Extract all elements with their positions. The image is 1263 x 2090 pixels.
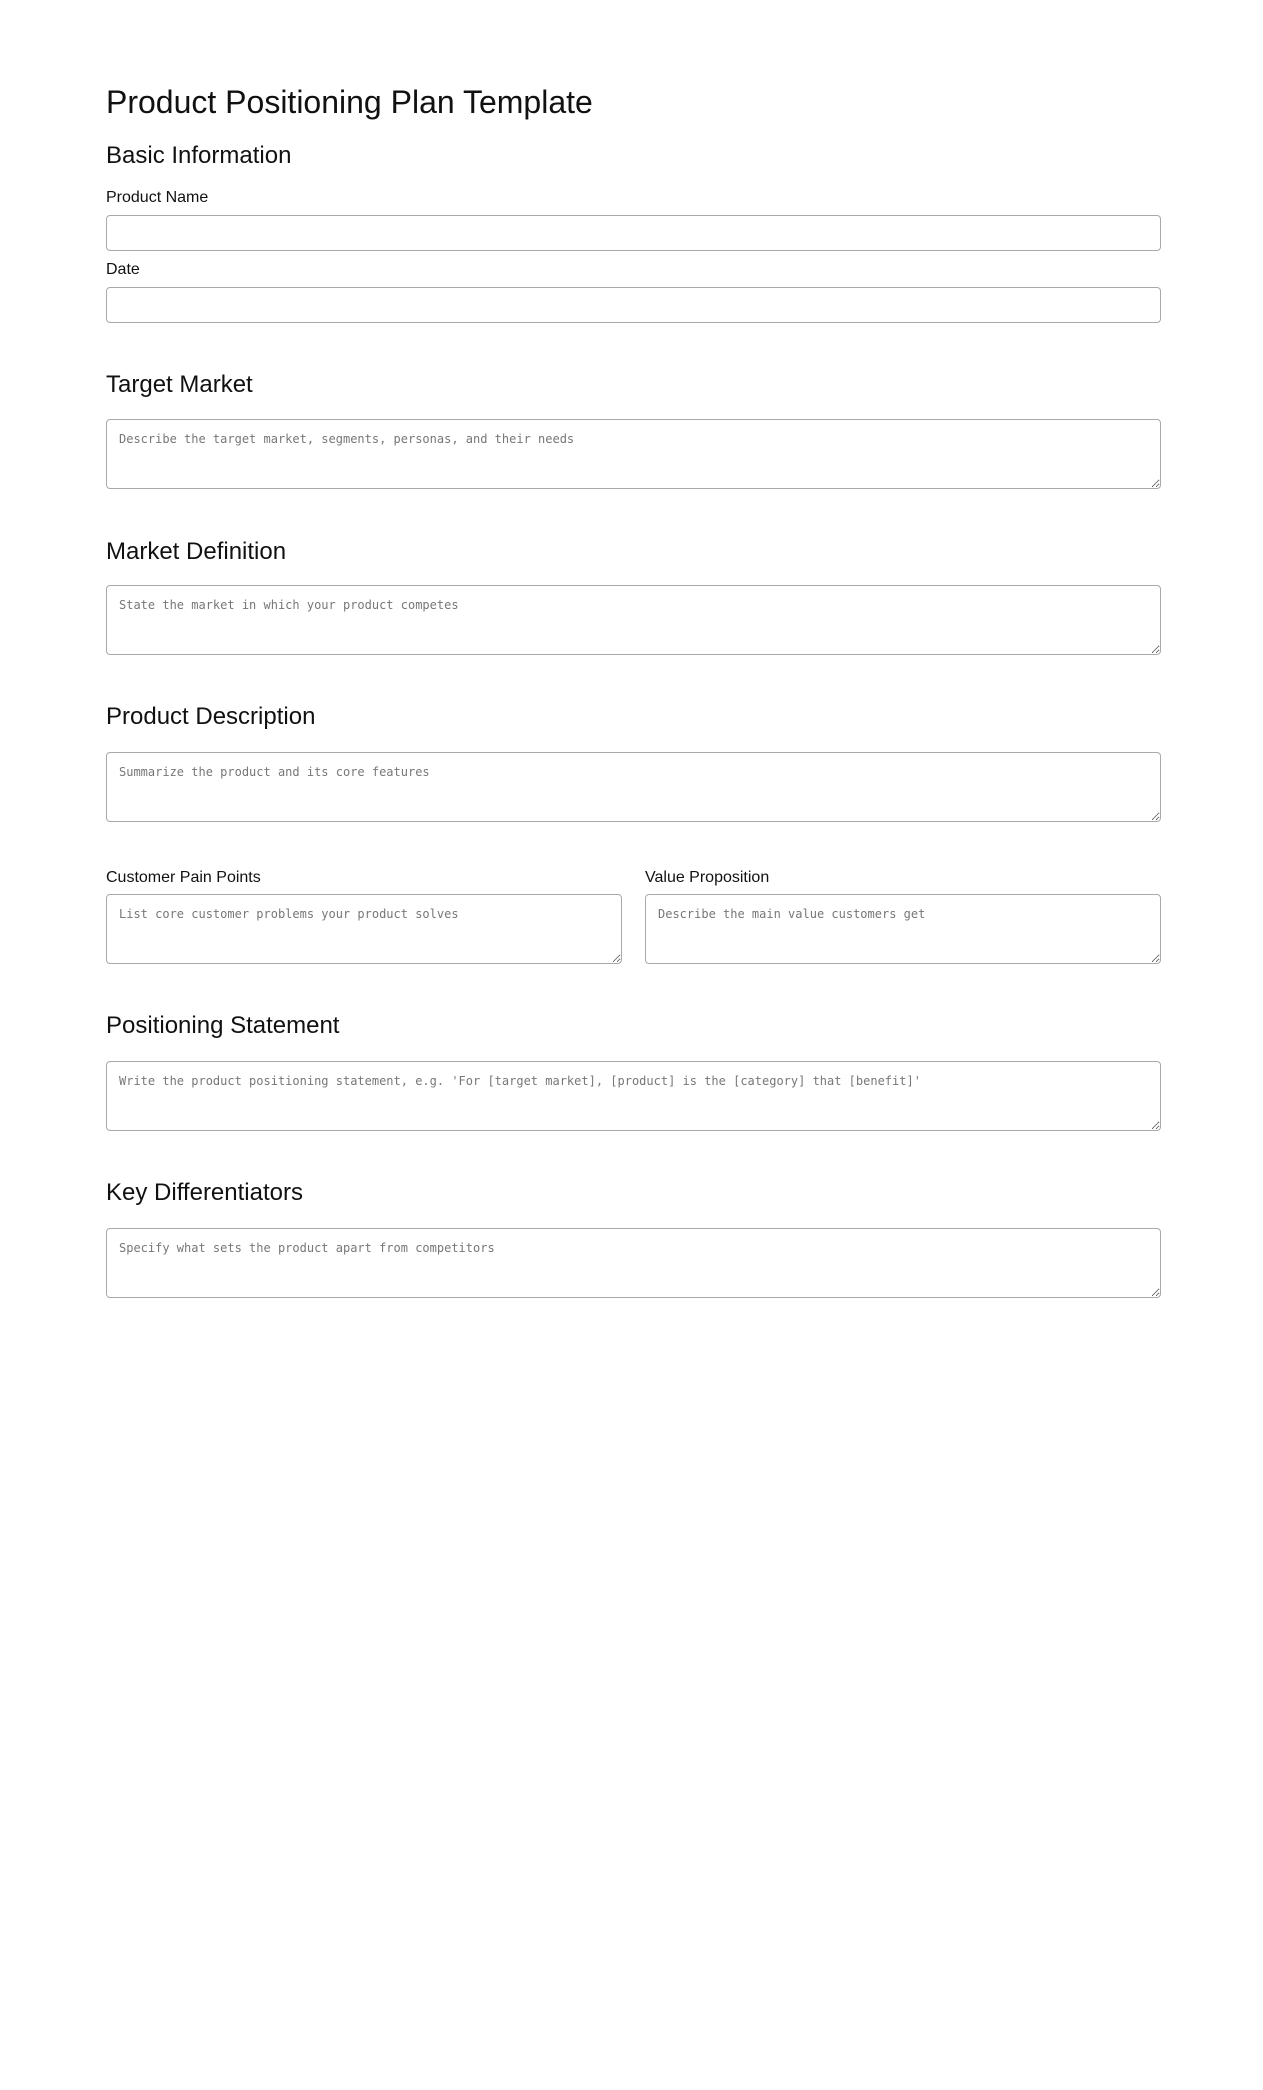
value-proposition-textarea[interactable] [645, 894, 1161, 964]
positioning-statement-textarea[interactable] [106, 1061, 1161, 1131]
section-heading-key-differentiators: Key Differentiators [106, 1179, 303, 1206]
product-name-label: Product Name [106, 189, 209, 206]
key-differentiators-textarea[interactable] [106, 1228, 1161, 1298]
section-heading-target-market: Target Market [106, 371, 253, 398]
market-definition-textarea[interactable] [106, 585, 1161, 655]
section-heading-product-description: Product Description [106, 703, 316, 730]
date-label: Date [106, 261, 140, 278]
page-title: Product Positioning Plan Template [106, 84, 593, 120]
section-heading-basic-information: Basic Information [106, 142, 292, 169]
value-proposition-label: Value Proposition [645, 869, 770, 886]
product-name-input[interactable] [106, 215, 1161, 251]
section-heading-positioning-statement: Positioning Statement [106, 1012, 340, 1039]
product-description-textarea[interactable] [106, 752, 1161, 822]
customer-pain-points-textarea[interactable] [106, 894, 622, 964]
target-market-textarea[interactable] [106, 419, 1161, 489]
date-input[interactable] [106, 287, 1161, 323]
customer-pain-points-label: Customer Pain Points [106, 869, 261, 886]
section-heading-market-definition: Market Definition [106, 538, 287, 565]
